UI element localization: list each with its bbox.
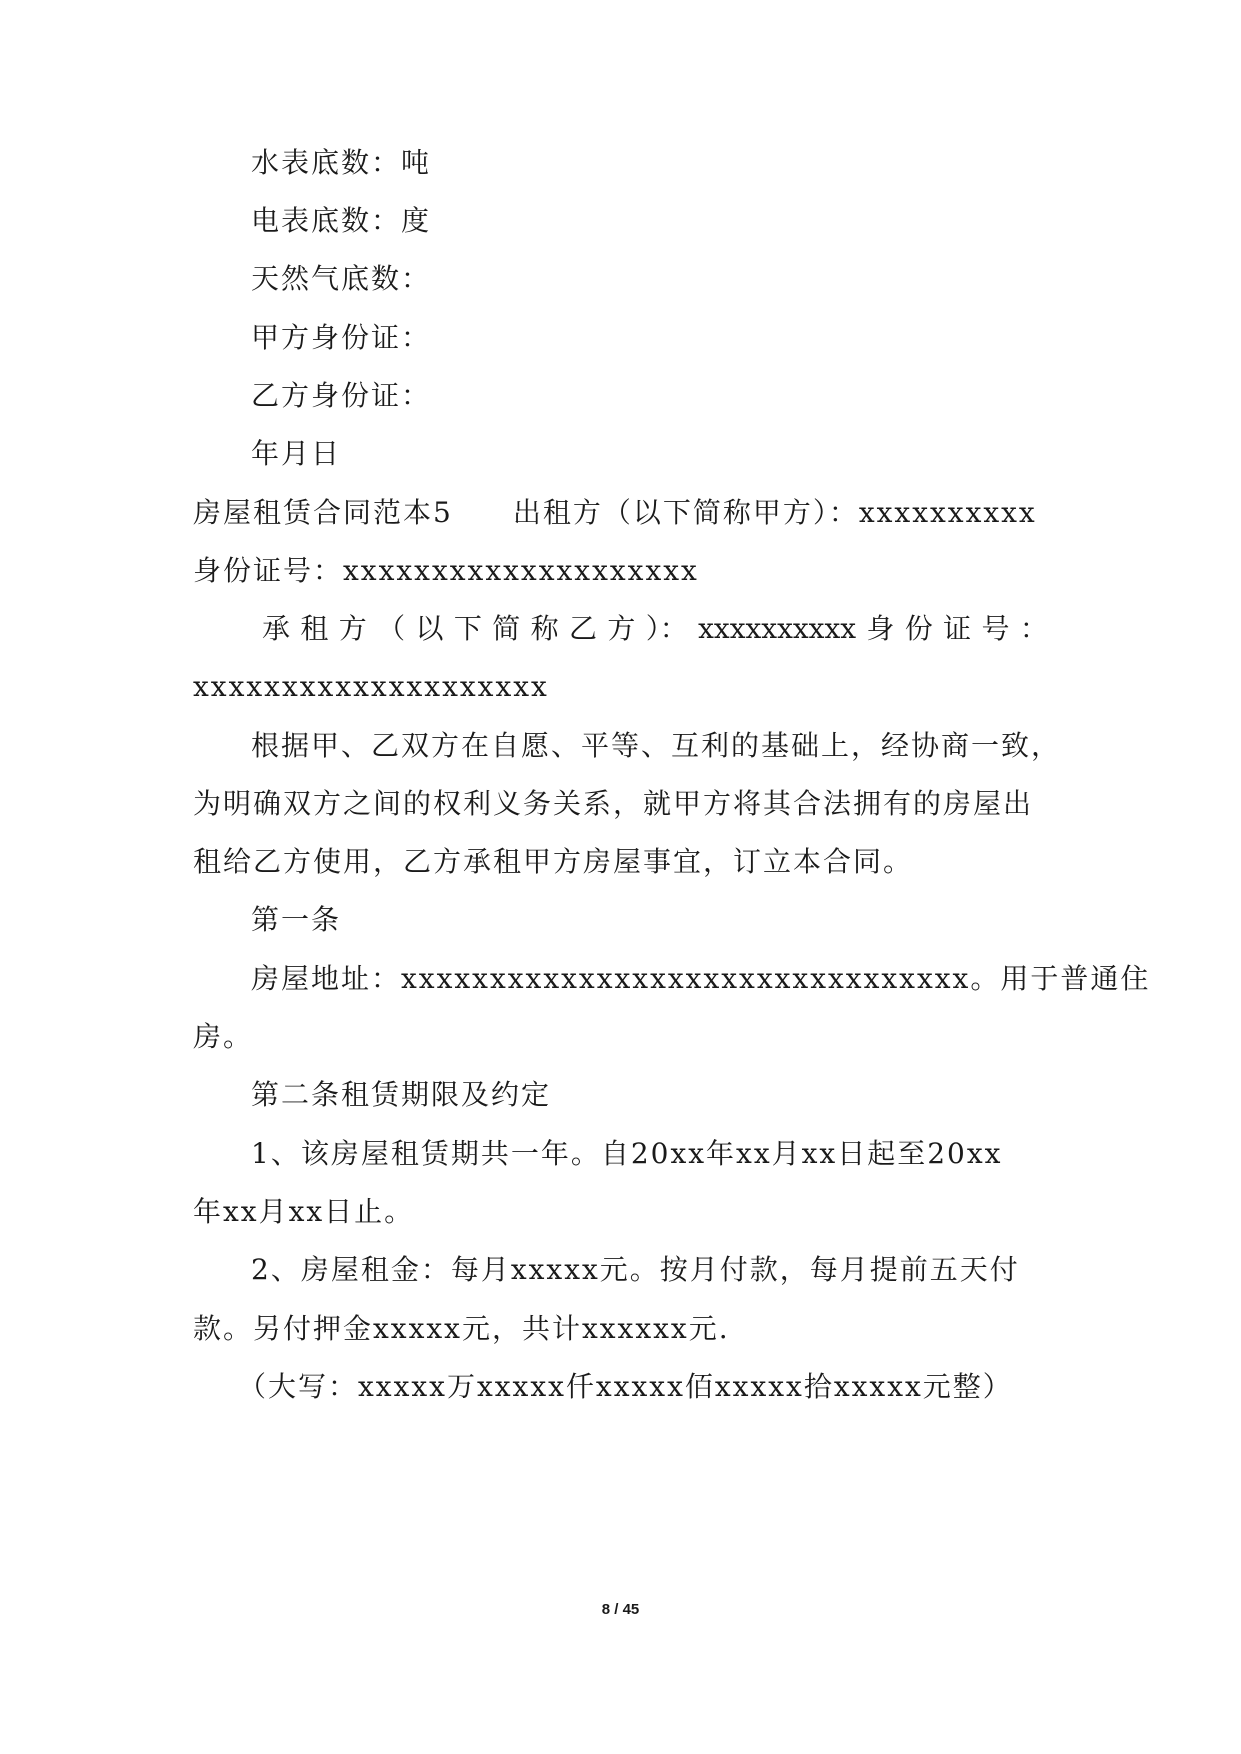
rent-line-1: 2、房屋租金：每月xxxxx元。按月付款，每月提前五天付 [251,1253,1020,1286]
term-line-2: 年xx月xx日止。 [193,1195,415,1228]
lessee-token: 租 [300,612,329,645]
preamble-line-2: 为明确双方之间的权利义务关系，就甲方将其合法拥有的房屋出 [193,787,1034,820]
lessee-id-line: xxxxxxxxxxxxxxxxxxxx [193,670,549,703]
article-2-heading: 第二条租赁期限及约定 [251,1078,552,1111]
lessee-token: 方 [607,612,636,645]
lessee-token: ）： [645,612,688,645]
term-line-1: 1、该房屋租赁期共一年。自20xx年xx月xx日起至20xx [251,1137,1003,1170]
lessee-token: 下 [453,612,482,645]
lessee-token: 份 [904,612,933,645]
preamble-line-1: 根据甲、乙双方在自愿、平等、互利的基础上，经协商一致， [251,729,1062,762]
contract-title-lessor-line: 房屋租赁合同范本5 出租方（以下简称甲方）：xxxxxxxxxx [193,496,1037,529]
lessee-token: 乙 [569,612,598,645]
date-line: 年月日 [251,437,342,470]
lessee-token: 承 [262,612,291,645]
lessee-token: 简 [492,612,521,645]
gas-meter-line: 天然气底数： [251,262,432,295]
lessee-token: ： [1019,612,1048,645]
lessee-token: 方 [338,612,367,645]
page-number: 8 / 45 [601,1601,640,1618]
lessor-id-line: 身份证号：xxxxxxxxxxxxxxxxxxxx [193,554,699,587]
article-1-heading: 第一条 [251,903,342,936]
lessee-token: 称 [530,612,559,645]
lessee-token: 号 [981,612,1010,645]
water-meter-line: 水表底数：吨 [251,146,432,179]
lessee-token: 以 [415,612,444,645]
address-line: 房屋地址：xxxxxxxxxxxxxxxxxxxxxxxxxxxxxxxx。用于普通住 [251,962,1151,995]
lessee-token: xxxxxxxxxx [698,612,857,645]
rent-line-2: 款。另付押金xxxxx元，共计xxxxxx元. [193,1312,730,1345]
lessee-token: （ [377,612,406,645]
preamble-line-3: 租给乙方使用，乙方承租甲方房屋事宜，订立本合同。 [193,845,914,878]
party-a-id-line: 甲方身份证： [251,321,432,354]
address-line-cont: 房。 [193,1020,254,1053]
lessee-token: 证 [943,612,972,645]
electric-meter-line: 电表底数：度 [251,204,432,237]
lessee-token: 身 [866,612,895,645]
party-b-id-line: 乙方身份证： [251,379,432,412]
lessee-line [262,609,1048,649]
rent-amount-words-line: （大写：xxxxx万xxxxx仟xxxxx佰xxxxx拾xxxxx元整） [238,1370,1013,1403]
